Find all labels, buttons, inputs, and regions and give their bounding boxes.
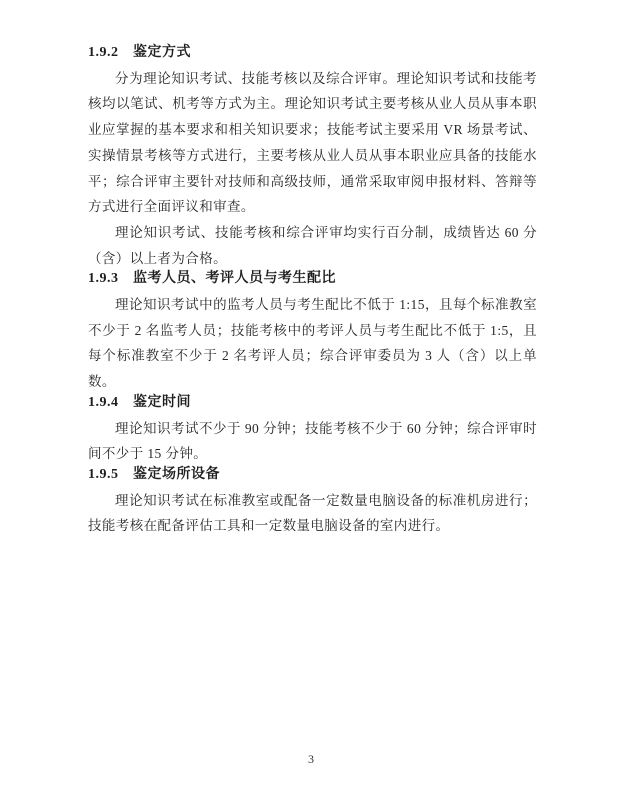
section-1-9-4 [88,390,537,467]
paragraph: 理论知识考试不少于 90 分钟；技能考核不少于 60 分钟；综合评审时间不少于 15 分钟。 [88,420,537,462]
section-1-9-2 [88,40,537,271]
section-1-9-5 [88,462,537,539]
section-heading: 1.9.5 鉴定场所设备 [88,466,220,482]
paragraph: 理论知识考试在标准教室或配备一定数量电脑设备的标准机房进行；技能考核在配备评估工具和一定数量电脑设备的室内进行。 [88,492,537,534]
paragraph: 理论知识考试中的监考人员与考生配比不低于 1:15，且每个标准教室不少于 2 名监考人员；技能考核中的考评人员与考生配比不低于 1:5，且每个标准教室不少于 2 名考评人员；综合评审委员为 3 人（含）以上单数。 [88,297,537,390]
section-heading: 1.9.3 监考人员、考评人员与考生配比 [88,271,336,287]
page-number: 3 [308,752,314,766]
section-1-9-3 [88,266,537,395]
paragraph: 理论知识考试、技能考核和综合评审均实行百分制，成绩皆达 60 分（含）以上者为合格。 [88,224,537,266]
document-body [88,40,537,539]
section-heading: 1.9.4 鉴定时间 [88,394,191,410]
page-footer [0,752,622,767]
paragraph: 分为理论知识考试、技能考核以及综合评审。理论知识考试和技能考核均以笔试、机考等方式为主。理论知识考试主要考核从业人员从事本职业应掌握的基本要求和相关知识要求；技能考试主要采用 VR 场景考试、实操情景考核等方式进行，主要考核从业人员从事本职业应具备的技能水平；综合评审主要针对技师和高级技师，通常采取审阅申报材料、答辩等方式进行全面评议和审查。 [88,70,537,215]
section-heading: 1.9.2 鉴定方式 [88,45,191,60]
